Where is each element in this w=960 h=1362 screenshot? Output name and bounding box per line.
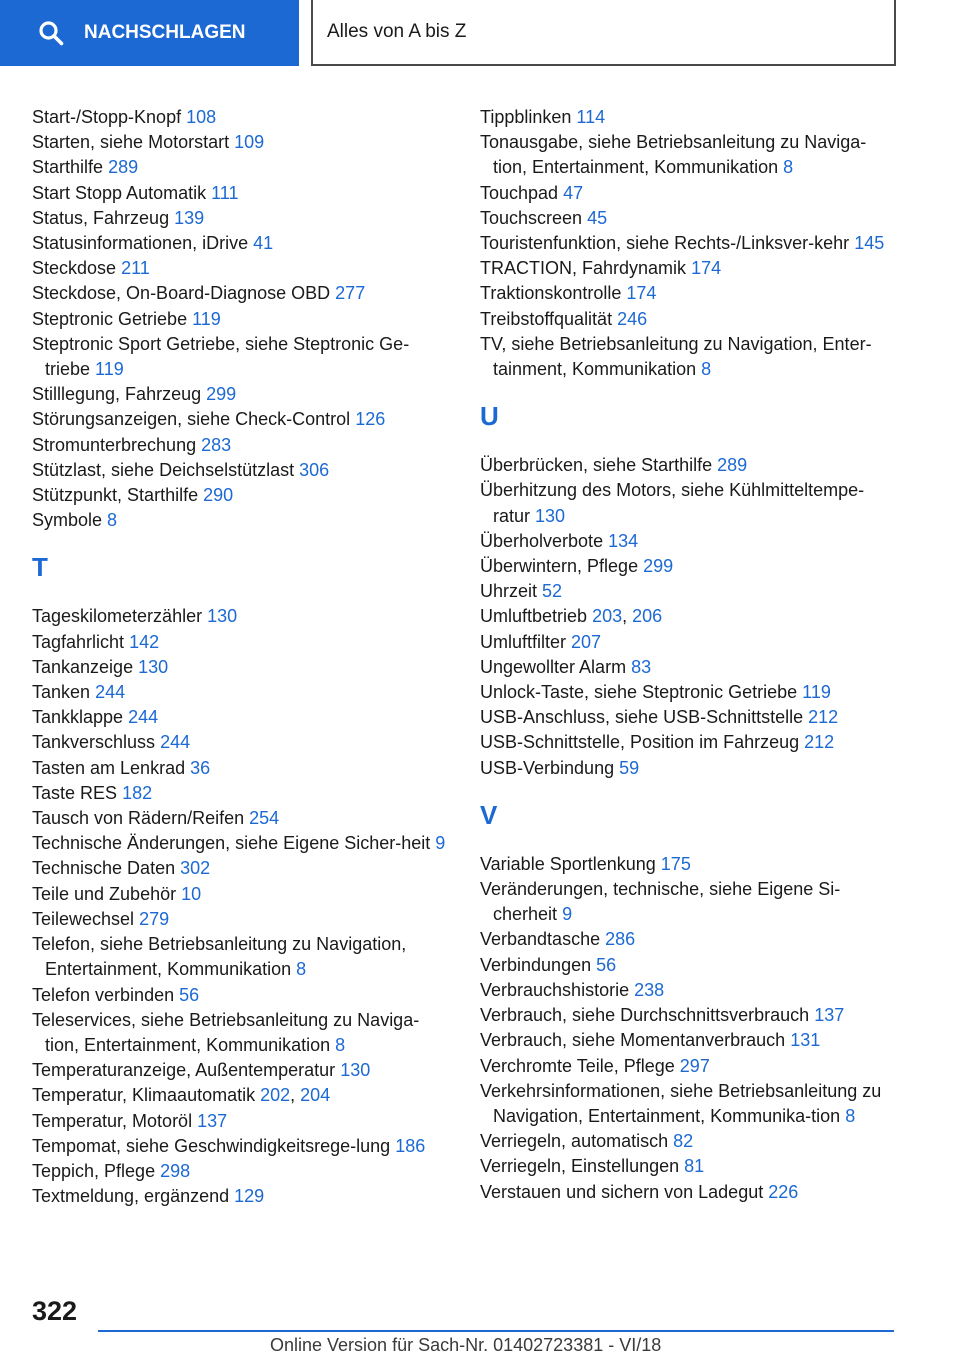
- page-link[interactable]: 47: [563, 182, 584, 203]
- page-link[interactable]: 286: [605, 929, 636, 950]
- section-letter: V: [480, 799, 498, 830]
- index-entry-text: Start Stopp Automatik: [32, 182, 207, 203]
- index-entry-text: Tausch von Rädern/Reifen: [32, 808, 245, 829]
- index-entry: [480, 231, 900, 256]
- index-entry-text: Steckdose: [32, 258, 117, 279]
- index-column-left: [32, 105, 452, 1209]
- index-entry-text: Unlock-Taste, siehe Steptronic Getriebe: [480, 682, 798, 703]
- index-entry-text: Starthilfe: [32, 157, 104, 178]
- page-link[interactable]: 244: [128, 707, 159, 728]
- index-entry-text: Verchromte Teile, Pflege: [480, 1055, 675, 1076]
- index-entry-text: Treibstoffqualität: [480, 308, 613, 329]
- index-column-right: [480, 105, 900, 1205]
- page-link[interactable]: 137: [197, 1110, 228, 1131]
- index-entry-text: Verstauen und sichern von Ladegut: [480, 1181, 764, 1202]
- index-entry: [480, 332, 900, 382]
- index-entry: [32, 1184, 452, 1209]
- index-entry: [480, 927, 900, 952]
- page-link[interactable]: 299: [643, 556, 674, 577]
- search-icon: [38, 20, 64, 46]
- index-entry: [32, 130, 452, 155]
- index-entry: [32, 983, 452, 1008]
- index-entry: [480, 1079, 900, 1129]
- index-entry: [32, 483, 452, 508]
- index-entry-text: Tankklappe: [32, 707, 124, 728]
- page-link[interactable]: 139: [174, 207, 205, 228]
- index-entry-text: Stromunterbrechung: [32, 434, 197, 455]
- index-entry: [32, 281, 452, 306]
- section-title: Alles von A bis Z: [327, 21, 467, 42]
- index-entry: [480, 705, 900, 730]
- index-entry-text: Statusinformationen, iDrive: [32, 233, 249, 254]
- page-link[interactable]: 203: [592, 606, 623, 627]
- index-entry: [480, 554, 900, 579]
- index-entry-text: Telefon verbinden: [32, 984, 175, 1005]
- index-entry-text: Überhitzung des Motors, siehe Kühlmitteltempe‐ratur: [480, 480, 865, 526]
- index-entry-text: Veränderungen, technische, siehe Eigene Si‐cherheit: [480, 879, 841, 925]
- page-link[interactable]: 111: [211, 182, 239, 203]
- index-entry: [32, 433, 452, 458]
- index-entry: [32, 407, 452, 432]
- index-entry: [32, 1134, 452, 1159]
- index-entry: [480, 281, 900, 306]
- footer-divider: [98, 1330, 894, 1332]
- tab-nachschlagen-label: NACHSCHLAGEN: [84, 22, 246, 43]
- index-entry-text: Verriegeln, automatisch: [480, 1131, 669, 1152]
- page-link[interactable]: 174: [691, 258, 722, 279]
- index-entry-text: Technische Änderungen, siehe Eigene Sicher‐heit: [32, 833, 431, 854]
- page-link[interactable]: 289: [108, 157, 139, 178]
- page-link[interactable]: 108: [186, 107, 217, 127]
- index-entry-text: Temperatur, Motoröl: [32, 1110, 193, 1131]
- index-entry: [32, 181, 452, 206]
- page-link[interactable]: 126: [355, 409, 386, 430]
- index-entry: [32, 806, 452, 831]
- index-entry-text: Starten, siehe Motorstart: [32, 132, 230, 153]
- index-entry: [32, 382, 452, 407]
- index-entry: [32, 1008, 452, 1058]
- index-entry: [32, 155, 452, 180]
- index-entry-text: USB-Schnittstelle, Position im Fahrzeug: [480, 732, 800, 753]
- index-entry: [480, 1054, 900, 1079]
- page-number: 322: [32, 1296, 78, 1326]
- index-entry-text: Überwintern, Pflege: [480, 556, 639, 577]
- page-link[interactable]: 207: [571, 631, 602, 652]
- index-entry-text: Telefon, siehe Betriebsanleitung zu Navigation, Entertainment, Kommunikation: [32, 934, 407, 980]
- index-entry-text: Temperatur, Klimaautomatik: [32, 1085, 256, 1106]
- page-link[interactable]: 302: [180, 858, 211, 879]
- index-entry: [32, 332, 452, 382]
- page-link[interactable]: 212: [808, 707, 839, 728]
- index-entry: [480, 756, 900, 781]
- index-entry-text: Tagfahrlicht: [32, 631, 125, 652]
- index-entry: [32, 307, 452, 332]
- footer-online-version: Online Version für Sach-Nr. 01402723381 - VI/18: [270, 1335, 662, 1355]
- page-link[interactable]: 202: [260, 1085, 291, 1106]
- index-entry-text: Steckdose, On-Board-Diagnose OBD: [32, 283, 331, 304]
- page-link[interactable]: 174: [626, 283, 657, 304]
- index-entry-text: Tageskilometerzähler: [32, 606, 203, 627]
- page-link[interactable]: 226: [768, 1181, 799, 1202]
- page-link[interactable]: 52: [542, 581, 563, 602]
- index-entry: [480, 730, 900, 755]
- index-entry: [480, 604, 900, 629]
- index-entry: [32, 458, 452, 483]
- index-entry: [32, 655, 452, 680]
- page-link[interactable]: 238: [634, 979, 665, 1000]
- index-entry-text: Tonausgabe, siehe Betriebsanleitung zu Naviga‐tion, Entertainment, Kommunikation: [480, 132, 867, 178]
- page-link[interactable]: 131: [790, 1030, 821, 1051]
- index-entry: [480, 1028, 900, 1053]
- page-link[interactable]: 298: [160, 1160, 191, 1181]
- index-entry: [32, 105, 452, 130]
- index-entry: [32, 932, 452, 982]
- index-entry: [480, 256, 900, 281]
- index-entry-text: Verbindungen: [480, 954, 592, 975]
- page-link[interactable]: 175: [660, 853, 691, 874]
- page-link[interactable]: 299: [206, 384, 237, 405]
- page-link[interactable]: 182: [122, 782, 153, 803]
- index-entry: [480, 953, 900, 978]
- page-link[interactable]: 283: [201, 434, 232, 455]
- index-entry-text: USB-Anschluss, siehe USB-Schnittstelle: [480, 707, 804, 728]
- index-entry-text: TRACTION, Fahrdynamik: [480, 258, 687, 279]
- page-link[interactable]: 297: [679, 1055, 710, 1076]
- index-entry: [480, 579, 900, 604]
- page-link[interactable]: 82: [673, 1131, 694, 1152]
- index-entry: [32, 1159, 452, 1184]
- page-link[interactable]: 204: [300, 1085, 331, 1106]
- index-entry: [480, 1180, 900, 1205]
- index-entry-text: Uhrzeit: [480, 581, 538, 602]
- section-letter: U: [480, 401, 499, 432]
- index-entry: [32, 256, 452, 281]
- index-entry-text: Verkehrsinformationen, siehe Betriebsanleitung zu Navigation, Entertainment, Kommunika‐tion: [480, 1080, 882, 1126]
- page-link[interactable]: 8: [107, 510, 118, 531]
- index-entry: [32, 730, 452, 755]
- index-entry-text: Verbandtasche: [480, 929, 601, 950]
- index-entry-text: Teppich, Pflege: [32, 1160, 156, 1181]
- index-entry-text: Traktionskontrolle: [480, 283, 622, 304]
- page-link[interactable]: 254: [249, 808, 280, 829]
- page-link[interactable]: 137: [814, 1005, 845, 1026]
- index-entry-text: Tempomat, siehe Geschwindigkeitsrege‐lung: [32, 1135, 391, 1156]
- index-entry: [480, 680, 900, 705]
- page-link[interactable]: 129: [234, 1186, 265, 1207]
- index-entry-text: Tankanzeige: [32, 656, 134, 677]
- page-link[interactable]: 244: [95, 682, 126, 703]
- index-entry: [32, 508, 452, 533]
- tab-alles-von-a-bis-z[interactable]: [311, 0, 896, 66]
- index-entry-text: Teleservices, siehe Betriebsanleitung zu Naviga‐tion, Entertainment, Kommunikation: [32, 1009, 420, 1055]
- index-entry-text: Stilllegung, Fahrzeug: [32, 384, 202, 405]
- index-entry: [480, 978, 900, 1003]
- page-link[interactable]: 8: [335, 1034, 346, 1055]
- page-link[interactable]: 211: [121, 258, 150, 279]
- page-link[interactable]: 56: [596, 954, 617, 975]
- index-entry: [32, 705, 452, 730]
- index-entry-text: Tanken: [32, 682, 91, 703]
- page-link[interactable]: 134: [608, 530, 639, 551]
- index-entry: [32, 231, 452, 256]
- index-entry-text: Start-/Stopp-Knopf: [32, 107, 182, 127]
- index-entry-text: Verbrauchshistorie: [480, 979, 630, 1000]
- page-link[interactable]: 277: [335, 283, 366, 304]
- index-entry-text: Temperaturanzeige, Außentemperatur: [32, 1060, 336, 1081]
- index-entry-text: Tankverschluss: [32, 732, 156, 753]
- page-link[interactable]: 212: [804, 732, 835, 753]
- index-entry: [32, 604, 452, 629]
- section-letter: T: [32, 552, 48, 583]
- tab-nachschlagen[interactable]: [0, 0, 299, 66]
- page-link[interactable]: 10: [181, 883, 202, 904]
- page-link[interactable]: 279: [139, 908, 170, 929]
- page-link[interactable]: 8: [783, 157, 794, 178]
- index-entry: [480, 1129, 900, 1154]
- page-link[interactable]: 290: [203, 485, 234, 506]
- page-link[interactable]: 119: [802, 682, 831, 703]
- page-link[interactable]: 36: [190, 757, 211, 778]
- index-entry: [32, 781, 452, 806]
- index-entry-text: Touchpad: [480, 182, 559, 203]
- page-link[interactable]: 289: [717, 455, 748, 476]
- index-entry-text: Überholverbote: [480, 530, 604, 551]
- index-entry: [32, 756, 452, 781]
- page-separator: ,: [290, 1085, 301, 1106]
- index-entry-text: Störungsanzeigen, siehe Check-Control: [32, 409, 351, 430]
- index-entry: [32, 882, 452, 907]
- page-link[interactable]: 206: [632, 606, 663, 627]
- index-entry: [480, 478, 900, 528]
- page-link[interactable]: 142: [129, 631, 160, 652]
- page-link[interactable]: 83: [631, 656, 652, 677]
- page-link[interactable]: 130: [207, 606, 238, 627]
- index-entry: [480, 630, 900, 655]
- index-entry-text: Tasten am Lenkrad: [32, 757, 186, 778]
- index-entry-text: Umluftfilter: [480, 631, 567, 652]
- index-entry-text: Überbrücken, siehe Starthilfe: [480, 455, 713, 476]
- index-entry-text: Teile und Zubehör: [32, 883, 177, 904]
- index-entry-text: Textmeldung, ergänzend: [32, 1186, 230, 1207]
- index-entry: [480, 1154, 900, 1179]
- index-entry: [32, 206, 452, 231]
- index-entry: [480, 852, 900, 877]
- page-link[interactable]: 9: [562, 904, 573, 925]
- index-entry: [480, 655, 900, 680]
- index-entry-text: USB-Verbindung: [480, 757, 615, 778]
- index-entry-text: Verbrauch, siehe Momentanverbrauch: [480, 1030, 786, 1051]
- page-link[interactable]: 244: [160, 732, 191, 753]
- index-entry-text: Tippblinken: [480, 107, 572, 127]
- page-link[interactable]: 45: [587, 207, 608, 228]
- page-link[interactable]: 9: [435, 833, 446, 854]
- index-entry-text: Teilewechsel: [32, 908, 135, 929]
- index-entry-text: Steptronic Sport Getriebe, siehe Steptronic Ge‐triebe: [32, 333, 410, 380]
- index-entry: [480, 181, 900, 206]
- index-entry-text: Verriegeln, Einstellungen: [480, 1156, 680, 1177]
- index-entry: [480, 529, 900, 554]
- page-link[interactable]: 130: [138, 656, 169, 677]
- index-entry: [32, 1083, 452, 1108]
- index-entry: [32, 1109, 452, 1134]
- page-link[interactable]: 130: [535, 505, 566, 526]
- page-link[interactable]: 246: [617, 308, 648, 329]
- page-link[interactable]: 109: [234, 132, 265, 153]
- index-entry-text: Touristenfunktion, siehe Rechts-/Linksver‐kehr: [480, 233, 850, 254]
- page-link[interactable]: 8: [296, 959, 307, 980]
- index-entry-text: Symbole: [32, 510, 103, 531]
- page-link[interactable]: 114: [576, 107, 606, 127]
- index-entry-text: Verbrauch, siehe Durchschnittsverbrauch: [480, 1005, 810, 1026]
- index-entry: [32, 680, 452, 705]
- index-entry: [32, 630, 452, 655]
- index-entry-text: Stützlast, siehe Deichselstützlast: [32, 459, 295, 480]
- index-entry-text: Taste RES: [32, 782, 118, 803]
- page-link[interactable]: 186: [395, 1135, 426, 1156]
- index-entry: [480, 105, 900, 130]
- header: [0, 0, 960, 66]
- index-entry: [480, 453, 900, 478]
- index-entry: [32, 831, 452, 856]
- index-entry-text: Umluftbetrieb: [480, 606, 588, 627]
- page-link[interactable]: 41: [253, 233, 274, 254]
- index-entry-text: TV, siehe Betriebsanleitung zu Navigation, Enter‐tainment, Kommunikation: [480, 333, 872, 380]
- index-entry-text: Variable Sportlenkung: [480, 853, 656, 874]
- index-entry-text: Steptronic Getriebe: [32, 308, 188, 329]
- page-link[interactable]: 8: [701, 359, 712, 380]
- page-link[interactable]: 119: [95, 359, 124, 380]
- page-link[interactable]: 81: [684, 1156, 705, 1177]
- index-entry: [32, 1058, 452, 1083]
- page-separator: ,: [622, 606, 633, 627]
- page-link[interactable]: 56: [179, 984, 200, 1005]
- page-link[interactable]: 145: [854, 233, 885, 254]
- index-entry-text: Technische Daten: [32, 858, 176, 879]
- page-link[interactable]: 8: [845, 1105, 856, 1126]
- index-entry: [480, 877, 900, 927]
- index-entry-text: Status, Fahrzeug: [32, 207, 170, 228]
- page-link[interactable]: 119: [192, 308, 221, 329]
- index-entry: [480, 206, 900, 231]
- index-entry: [480, 307, 900, 332]
- page-link[interactable]: 306: [299, 459, 330, 480]
- index-entry: [480, 1003, 900, 1028]
- index-entry-text: Touchscreen: [480, 207, 583, 228]
- index-entry: [32, 856, 452, 881]
- index-entry: [32, 907, 452, 932]
- page-link[interactable]: 130: [340, 1060, 371, 1081]
- index-entry-text: Ungewollter Alarm: [480, 656, 627, 677]
- index-entry-text: Stützpunkt, Starthilfe: [32, 485, 199, 506]
- index-entry: [480, 130, 900, 180]
- page-link[interactable]: 59: [619, 757, 640, 778]
